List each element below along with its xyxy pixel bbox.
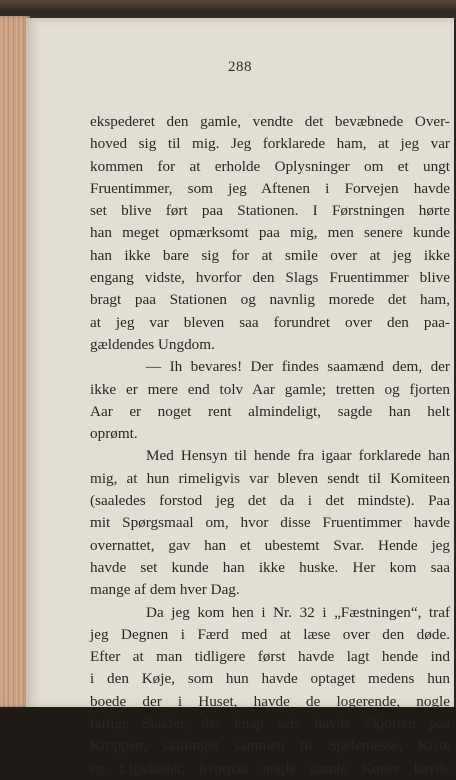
text-line: bragt paa Stationen og navnlig morede det ham, [90,291,450,309]
text-line: — Ih bevares! Der findes saamænd dem, der [146,358,450,376]
text-line: havde set kunde han ikke huske. Her kom saa [90,558,450,576]
text-line: overnattet, gav han et ubestemt Svar. Hende jeg [90,536,450,554]
text-line: kommen for at erholde Oplysninger om et ungt [90,157,450,175]
text-line: engang vidste, hvorfor den Slags Fruentimmer blive [90,269,450,287]
text-line: hoved sig til mig. Jeg forklarede ham, at jeg var [90,135,450,153]
text-line: mange af dem hver Dag. [90,581,240,599]
text-line: Efter at man tidligere først havde lagt hende ind [90,648,450,666]
text-line: at jeg var bleven saa forundret over den paa- [90,313,450,331]
text-line: mit Spørgsmaal om, hvor disse Fruentimmer havde [90,514,450,532]
text-line: han ikke bare sig for at smile over at jeg ikke [90,246,450,264]
book-page [26,18,454,777]
book-cover-edge [0,0,456,20]
text-line: boede der i Huset, havde de logerende, nogle [90,692,450,710]
text-line: Da jeg kom hen i Nr. 32 i „Fæstningen“, traf [146,603,450,621]
text-line: mig, at hun rimeligvis var bleven sendt til Komiteen [90,469,450,487]
text-line: Aar er noget rent almindeligt, sagde han helt [90,402,450,420]
text-line: Med Hensyn til hende fra igaar forklarede han [146,447,450,465]
text-line: set blive ført paa Stationen. I Førstningen hørte [90,202,450,220]
text-line: (saaledes forstod jeg det da i det mindste). Paa [90,492,450,510]
text-line: Kroppen, skillinget sammen til Sjælemesse, Kiste [90,737,450,755]
text-line: i den Køje, som hun havde optaget medens hun [90,670,450,688]
body-text [90,111,450,780]
text-line: ikke er mere end tolv Aar gamle; tretten og fjorten [90,380,450,398]
text-line: oprømt. [90,425,138,443]
text-line: han meget opmærksomt paa mig, men senere kunde [90,224,450,242]
text-line: og Ligklæder, hvorpaa nogle gamle Koner havde [90,759,450,777]
text-line: gældendes Ungdom. [90,335,215,353]
text-line: fattige Stakler, der knap selv havde Skjorten paa [90,715,450,733]
page-number: 288 [228,59,252,75]
text-line: Fruentimmer, som jeg Aftenen i Forvejen havde [90,179,450,197]
text-line: jeg Degnen i Færd med at læse over den døde. [90,625,450,643]
text-line: ekspederet den gamle, vendte det bevæbnede Over- [90,113,450,130]
